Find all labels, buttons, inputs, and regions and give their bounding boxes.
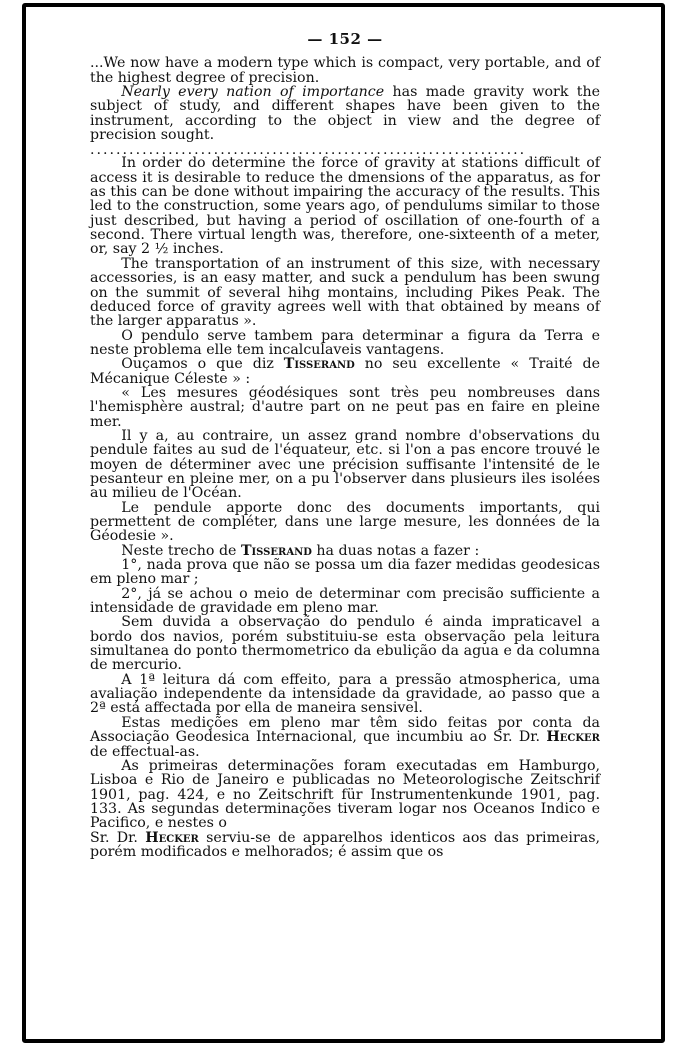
author-name: Tisserand (240, 542, 312, 559)
paragraph-primeiras: As primeiras determinações foram executadas em Hamburgo, Lisboa e Rio de Janeiro e publicadas no Meteorologische Zeitschrif 1901, pag. 424, e no Zeitschrift für Instrumentenkunde 1901, pag. 133. As segundas determinações tiveram logar nos Oceanos Indico e Pacifico, e nestes o (90, 757, 600, 832)
paragraph-pendulo: O pendulo serve tambem para determinar a figura da Terra e neste problema elle tem incalculaveis vantagens. (90, 327, 600, 358)
author-name: Hecker (145, 829, 199, 846)
paragraph-transportation: The transportation of an instrument of this size, with necessary accessories, is an easy matter, and suck a pendulum has been swung on the summit of several hihg montains, including Pikes Peak. The deduced force of gravity agrees well with that obtained by means of the larger apparatus ». (90, 255, 600, 330)
paragraph-hecker: Sr. Dr. Hecker serviu-se de apparelhos identicos aos das primeiras, porém modificados e melhorados; é assim que os (90, 829, 600, 860)
italic-phrase: Nearly every nation of importance (121, 84, 385, 101)
paragraph-force-gravity: In order do determine the force of gravity at stations difficult of access it is desirable to reduce the dmensions of the apparatus, as for as this can be done without impairing the accuracy of the results. This led to the construction, some years ago, of pendulums similar to those just described, but having a period of oscillation of one-fourth of a second. There virtual length was, therefore, one-sixteenth of a meter, or, say 2 ½ inches. (90, 155, 600, 258)
ellipsis-separator: ................................................................... (90, 144, 527, 157)
paragraph-modern-type: ...We now have a modern type which is compact, very portable, and of the highest degree of precision. (90, 55, 600, 86)
paragraph-leitura: A 1ª leitura dá com effeito, para a pressão atmospherica, uma avaliação independente da intensidade da gravidade, ao passo que a 2ª está affectada por ella de maneira sensivel. (90, 671, 600, 717)
paragraph-tisserand-quote-intro: Ouçamos o que diz Tisserand no seu excellente « Traité de Mécanique Céleste » : (90, 356, 600, 387)
paragraph-notas: Neste trecho de Tisserand ha duas notas a fazer : (121, 542, 480, 559)
document-page (90, 32, 600, 859)
paragraph-nota-2: 2°, já se achou o meio de determinar com precisão sufficiente a intensidade de gravidade em pleno mar. (90, 585, 600, 617)
paragraph-observations: Il y a, au contraire, un assez grand nombre d'observations du pendule faites au sud de l'équateur, etc. si l'on a pas encore trouvé le moyen de déterminer avec une précision suffisante l'intensité de le pesanteur en pleine mer, on a pu l'observer dans plusieurs iles isolées au milieu de l'Océan. (90, 427, 600, 502)
paragraph-navios: Sem duvida a observação do pendulo é ainda impraticavel a bordo dos navios, porém substituiu-se esta observação pela leitura simultanea do ponto thermometrico da ebulição da agua e da columna de mercurio. (90, 614, 600, 674)
paragraph-documents: Le pendule apporte donc des documents importants, qui permettent de compléter, dans une large mesure, les données de la Géodesie ». (90, 499, 600, 545)
page-number: — 152 — (307, 30, 383, 48)
author-name: Hecker (546, 729, 600, 746)
paragraph-medicoes: Estas medições em pleno mar têm sido feitas por conta da Associação Geodesica Internacional, que incumbiu ao Sr. Dr. Hecker de effectual-as. (90, 714, 600, 760)
author-name: Tisserand (283, 356, 355, 373)
paragraph-nations: Nearly every nation of importance has made gravity work the subject of study, and different shapes have been given to the instrument, according to the object in view and the degree of precision sought. (90, 84, 600, 144)
paragraph-mesures: « Les mesures géodésiques sont très peu nombreuses dans l'hemisphère austral; d'autre part on ne peut pas en faire en pleine mer. (90, 384, 600, 430)
paragraph-nota-1: 1°, nada prova que não se possa um dia fazer medidas geodesicas em pleno mar ; (90, 557, 600, 588)
